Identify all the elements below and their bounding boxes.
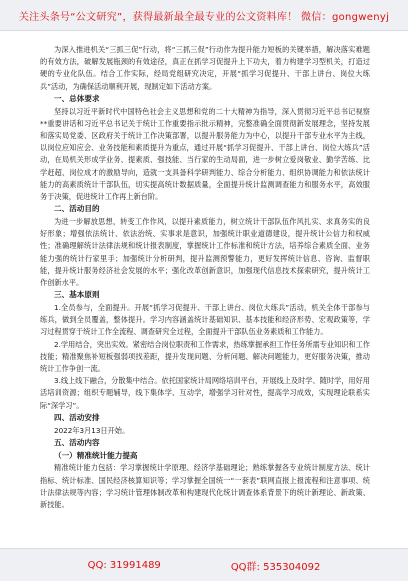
- principle-paragraph-2: 2.学用结合，突出实效。紧密结合岗位职责和工作需求，热练掌握承担工作任务所需专业知识和工作技能；精准聚焦补短板强弱项找差距，提升发现问题、分析问题、解决问题能力，更好服务决策，推动统计工作争创一流。: [40, 339, 370, 374]
- section-heading-1: 一、总体要求: [54, 93, 100, 103]
- body-paragraph: 坚持以习近平新时代中国特色社会主义思想和党的二十大精神为指导，深入贯彻习近平总书记视察**重要讲话和习近平总书记关于统计工作重要指示批示精神，完整准确全面贯彻新发展理念，坚持发展和落实局党委、区政府关于统计工作决策部署，以提升服务能力为中心，以提升干部专业水平为主线，以岗位应知应会、业务技能和素质提升为重点，通过开展“抓学习促提升、干部上讲台、岗位大练兵”活动，在局机关形成学业务、提素质、强技能、当行家的生动局面，进一步树立爱岗敬业、勤学苦练、比学赶超、岗位成才的激励导向，造就一支具备科学研判能力、综合分析能力、组织协调能力和依法统计能力的高素质统计干部队伍，切实提高统计数据质量，全面提升统计监测调查能力和服务水平，高效服务于决策，促进统计工作再上新台阶。: [40, 106, 370, 202]
- header-banner: [0, 0, 408, 31]
- intro-paragraph: 为深入推进机关“三抓三促”行动，将“三抓三促”行动作为提升能力短板的关键举措，解决落实难题的有效方法，破解发展瓶颈的有效途径，真正在抓学习促提升上下功夫，着力构建学习型机关，打造过硬的专业化队伍。结合工作实际，经局党组研究决定，开展“抓学习促提升、干部上讲台、岗位大练兵”活动，为确保活动顺利开展，现制定如下活动方案。: [40, 45, 370, 91]
- principle-paragraph-3: 3.线上线下融合，分散集中结合。依托国家统计局网络培训平台，开展线上及时学、随时学，用好用活培训资源；组织专题辅导，线下集体学、互动学，增强学习针对性，提高学习成效，实现理论联系实际“深学习”。: [40, 376, 370, 410]
- principle-paragraph-1: 1.全员参与，全面提升。开展“抓学习促提升、干部上讲台、岗位大练兵”活动，机关全体干部参与练兵，做到全员覆盖，整体提升。学习内容涵盖统计基础知识、基本技能和经济形势、宏观政策等，学习过程贯穿于统计工作全流程、调查研究全过程，全面提升干部队伍业务素质和工作能力。: [40, 303, 370, 337]
- footer-qq: QQ: 31991489: [87, 559, 161, 571]
- section-heading-2: 二、活动目的: [54, 204, 100, 214]
- section-heading-4: 四、活动安排: [54, 412, 100, 422]
- header-banner-text: 关注头条号“公文研究”，获得最新最全最专业的公文资料库！ 微信：gongwenyj: [18, 11, 390, 23]
- footer-banner: [0, 548, 408, 581]
- subsection-heading-1: （一）精准统计能力提高: [54, 450, 138, 460]
- body-paragraph: 精准统计能力包括：学习掌握统计学原理、经济学基础理论；熟练掌握各专业统计制度方法、统计指标、统计标准、国民经济核算知识等；学习掌握全国统一“一套表”联网直报上报流程和注意事项、统计法律法规等内容；学习统计管理体制改革和构建现代化统计调查体系背景下的统计新理论、新政策、新技能。: [40, 463, 370, 510]
- schedule-date: 2022年3月13日开始。: [54, 425, 130, 435]
- body-paragraph: 为进一步解放思想，转变工作作风，以提升素质能力，树立统计干部队伍作风扎实、求真务实的良好形象；增强依法统计、依法治统、实事求是意识，加强统计职业道德建设，提升统计公信力和权威性；准确理解统计法律法规和统计报表制度，掌握统计工作标准和统计方法，培养综合素质全面、业务能力强的统计行家里手；加强统计分析研判，提升监测预警能力，更好发挥统计信息、咨询、监督职能，提升统计服务经济社会发展的水平；强化改革创新意识，加强现代信息技术探索研究，提升统计工作创新水平。: [40, 217, 370, 288]
- footer-qq-group: QQ群: 535304092: [230, 561, 321, 573]
- section-heading-3: 三、基本原则: [54, 290, 100, 300]
- section-heading-5: 五、活动内容: [54, 437, 100, 447]
- document-body: [40, 44, 370, 534]
